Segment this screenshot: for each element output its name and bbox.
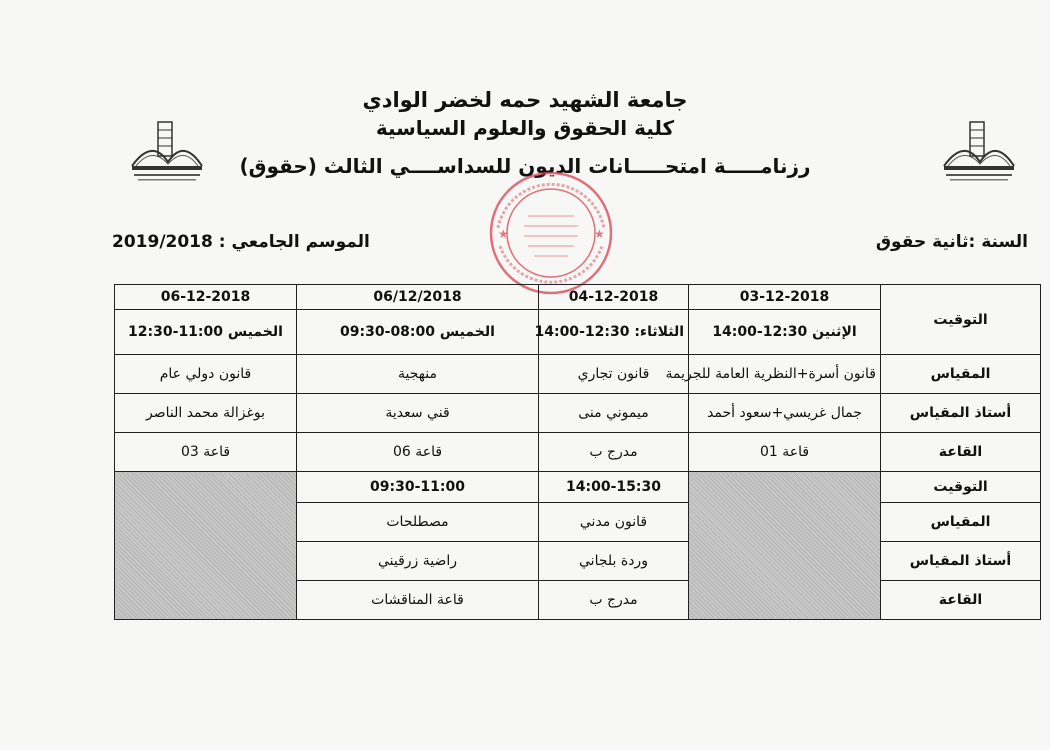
faculty-name: كلية الحقوق والعلوم السياسية bbox=[375, 116, 675, 140]
row-label-teacher: أستاذ المقياس bbox=[881, 542, 1041, 581]
exam-room: قاعة 06 bbox=[297, 433, 539, 472]
exam-room: مدرج ب bbox=[539, 581, 689, 620]
exam-date: 06-12-2018 bbox=[115, 285, 297, 310]
exam-time: الخميس 11:00-12:30 bbox=[115, 310, 297, 355]
exam-time: 09:30-11:00 bbox=[297, 472, 539, 503]
exam-date: 04-12-2018 bbox=[539, 285, 689, 310]
university-logo-icon bbox=[940, 118, 1018, 186]
row-label-room: القاعة bbox=[881, 433, 1041, 472]
exam-schedule-table bbox=[114, 284, 1041, 620]
table-row bbox=[115, 394, 1041, 433]
row-label-module: المقياس bbox=[881, 503, 1041, 542]
exam-time: الخميس 08:00-09:30 bbox=[297, 310, 539, 355]
exam-teacher: بوغزالة محمد الناصر bbox=[115, 394, 297, 433]
exam-room: قاعة 01 bbox=[689, 433, 881, 472]
exam-module: منهجية bbox=[297, 355, 539, 394]
table-row bbox=[115, 355, 1041, 394]
row-label-time: التوقيت bbox=[881, 472, 1041, 503]
exam-date: 06/12/2018 bbox=[297, 285, 539, 310]
svg-text:★: ★ bbox=[594, 227, 605, 241]
exam-time: الثلاثاء: 12:30-14:00 bbox=[539, 310, 689, 355]
exam-date: 03-12-2018 bbox=[689, 285, 881, 310]
exam-module: قانون مدني bbox=[539, 503, 689, 542]
row-label-module: المقياس bbox=[881, 355, 1041, 394]
empty-shaded-cell bbox=[689, 472, 881, 620]
exam-teacher: جمال غريسي+سعود أحمد bbox=[689, 394, 881, 433]
exam-time: 14:00-15:30 bbox=[539, 472, 689, 503]
exam-teacher: ميموني منى bbox=[539, 394, 689, 433]
exam-module: قانون تجاري bbox=[539, 355, 689, 394]
study-level: السنة :ثانية حقوق bbox=[875, 232, 1028, 252]
document-title: رزنامـــــة امتحـــــانات الديون للسداســــي الثالث (حقوق) bbox=[239, 154, 811, 178]
exam-room: مدرج ب bbox=[539, 433, 689, 472]
academic-year: الموسم الجامعي : 2019/2018 bbox=[112, 232, 370, 252]
table-row bbox=[115, 433, 1041, 472]
official-stamp-icon bbox=[476, 168, 626, 298]
exam-module: قانون أسرة+النظرية العامة للجريمة bbox=[689, 355, 881, 394]
exam-room: قاعة 03 bbox=[115, 433, 297, 472]
exam-room: قاعة المناقشات bbox=[297, 581, 539, 620]
university-name: جامعة الشهيد حمه لخضر الوادي bbox=[362, 88, 688, 112]
row-label-room: القاعة bbox=[881, 581, 1041, 620]
svg-text:★: ★ bbox=[498, 227, 509, 241]
university-logo-icon bbox=[128, 118, 206, 186]
row-label-time: التوقيت bbox=[881, 285, 1041, 355]
exam-module: مصطلحات bbox=[297, 503, 539, 542]
exam-teacher: وردة بلجاني bbox=[539, 542, 689, 581]
row-label-teacher: أستاذ المقياس bbox=[881, 394, 1041, 433]
exam-teacher: قني سعدية bbox=[297, 394, 539, 433]
empty-shaded-cell bbox=[115, 472, 297, 620]
table-row bbox=[115, 285, 1041, 310]
exam-time: الإثنين 12:30-14:00 bbox=[689, 310, 881, 355]
exam-module: قانون دولي عام bbox=[115, 355, 297, 394]
exam-teacher: راضية زرقيني bbox=[297, 542, 539, 581]
table-row bbox=[115, 472, 1041, 503]
